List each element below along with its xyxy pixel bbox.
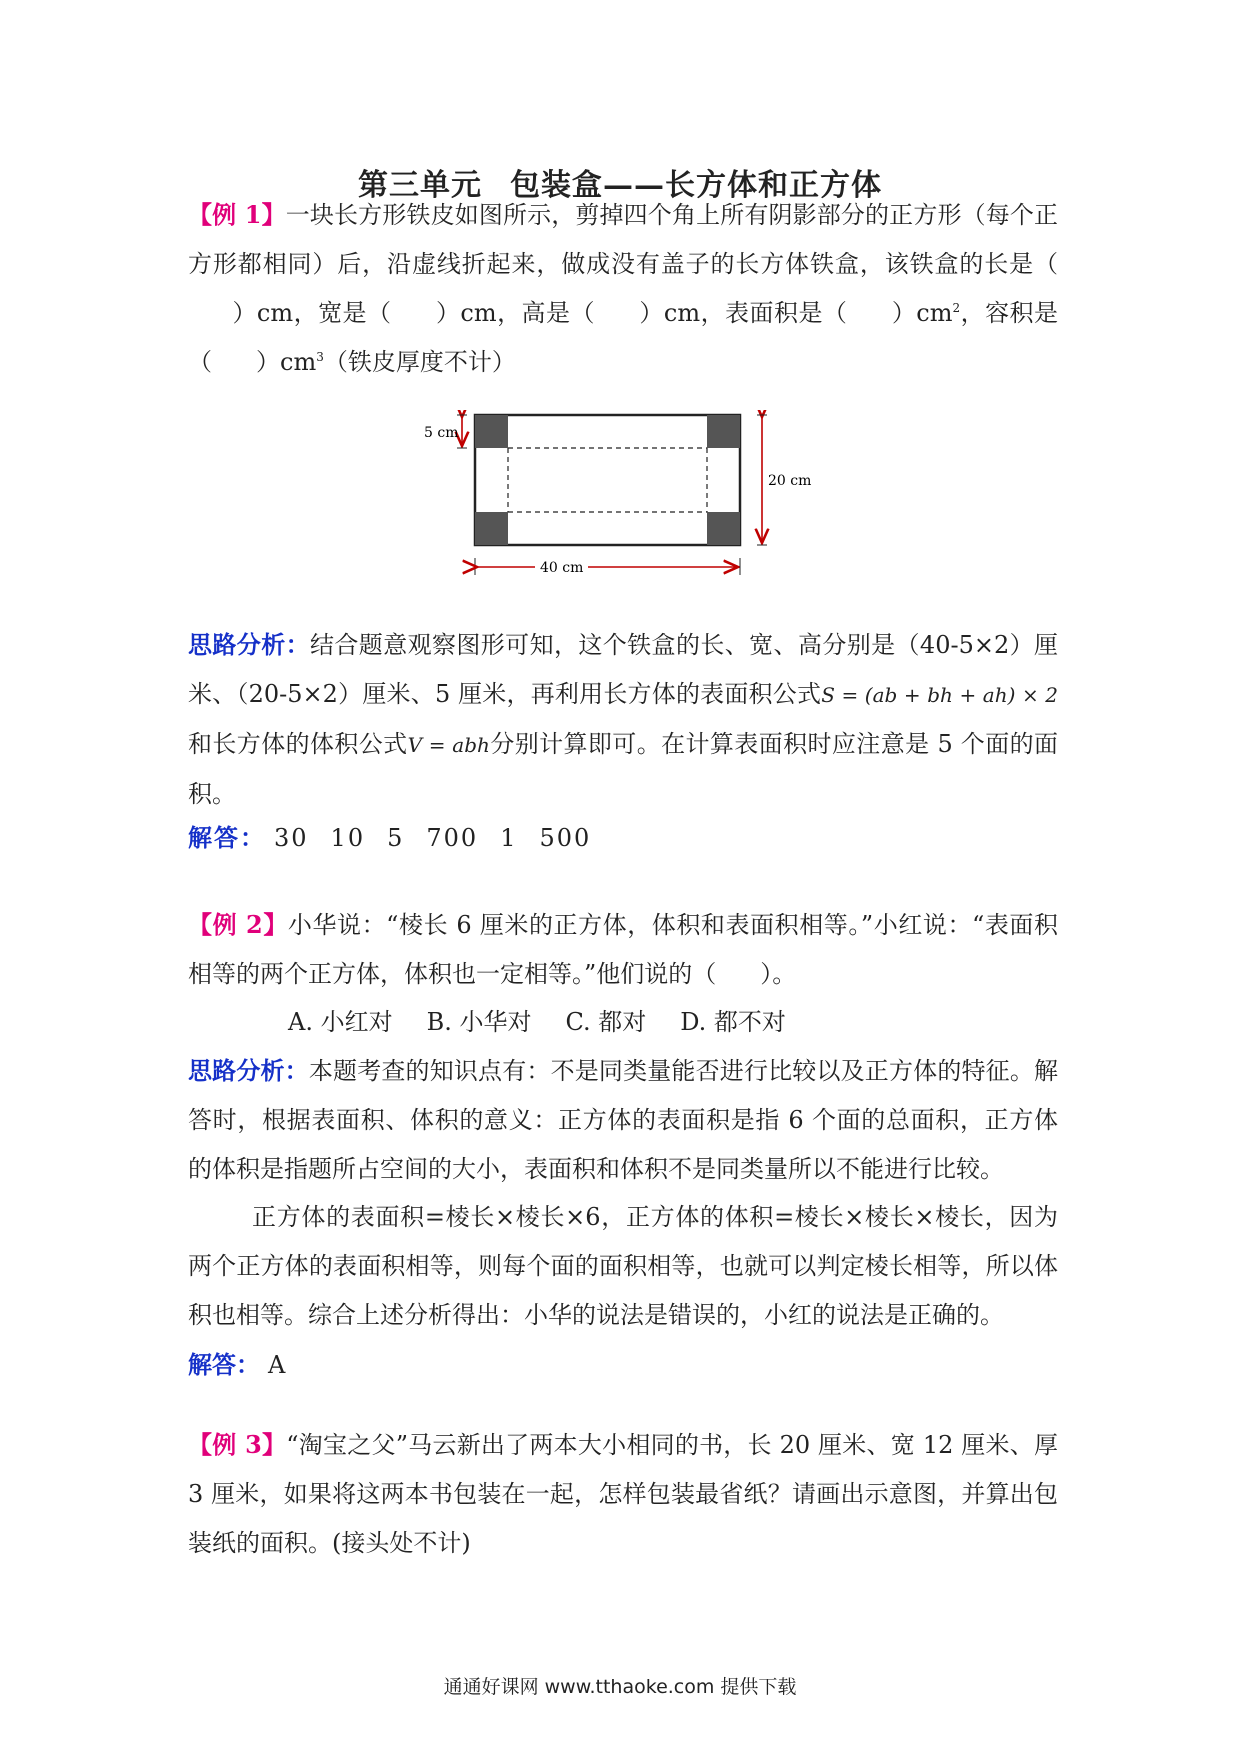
analysis-label: 思路分析： (188, 630, 310, 659)
example-2-analysis: 思路分析：本题考查的知识点有：不是同类量能否进行比较以及正方体的特征。解答时，根据表面积、体积的意义：正方体的表面积是指 6 个面的总面积，正方体的体积是指题所占空间的大小，表面积和体积不是同类量所以不能进行比较。 (188, 1056, 1058, 1183)
example-2-tag: 【例 2】 (188, 910, 288, 939)
corner-square (475, 415, 508, 448)
page-footer: 通通好课网 www.tthaoke.com 提供下载 (443, 1676, 797, 1698)
sheet-diagram (410, 410, 830, 614)
label-40cm: 40 cm (540, 560, 584, 576)
corner-square (475, 512, 508, 545)
example-1-tag: 【例 1】 (188, 200, 286, 229)
analysis-label: 思路分析： (188, 1056, 309, 1085)
corner-square (707, 512, 740, 545)
corner-square (707, 415, 740, 448)
example-3-tag: 【例 3】 (188, 1430, 287, 1459)
example-2-question: 【例 2】小华说：“棱长 6 厘米的正方体，体积和表面积相等。”小红说：“表面积相等的两个正方体，体积也一定相等。”他们说的（ ）。 (188, 910, 1058, 988)
example-3-question: 【例 3】“淘宝之父”马云新出了两本大小相同的书，长 20 厘米、宽 12 厘米、厚 3 厘米，如果将这两本书包装在一起，怎样包装最省纸？请画出示意图，并算出包装纸的面积。(接头处不计) (188, 1430, 1058, 1557)
example-1-answer: 解答： 30 10 5 700 1 500 (188, 823, 592, 852)
sheet-outline (475, 415, 740, 545)
volume-formula: V = abh (407, 733, 490, 757)
example-2-options: A. 小红对 B. 小华对 C. 都对 D. 都不对 (288, 1008, 786, 1036)
page-title: 第三单元 包装盒——长方体和正方体 (358, 168, 882, 203)
example-2-answer: 解答： A (188, 1350, 286, 1379)
label-20cm: 20 cm (768, 473, 812, 489)
example-1-question: 【例 1】一块长方形铁皮如图所示，剪掉四个角上所有阴影部分的正方形（每个正方形都相同）后，沿虚线折起来，做成没有盖子的长方体铁盒，该铁盒的长是（）cm，宽是（ ）cm，高是（ ）cm，表面积是（ ）$cm^2$，容积是（ ）$cm^3$（铁皮厚度不计） (188, 200, 1059, 376)
example-1-analysis: 思路分析：结合题意观察图形可知，这个铁盒的长、宽、高分别是（40-5×2）厘米、（20-5×2）厘米、5 厘米，再利用长方体的表面积公式S = (ab + bh + ah) × 2和长方体的体积公式V = abh分别计算即可。在计算表面积时应注意是 5 个面的面积。 (188, 630, 1059, 808)
example-2-analysis-cont: 正方体的表面积=棱长×棱长×6，正方体的体积=棱长×棱长×棱长，因为两个正方体的表面积相等，则每个面的面积相等，也就可以判定棱长相等，所以体积也相等。综合上述分析得出：小华的说法是错误的，小红的说法是正确的。 (188, 1203, 1058, 1329)
label-5cm: 5 cm (424, 425, 459, 441)
fold-lines (508, 448, 707, 512)
surface-area-formula: S = (ab + bh + ah) × 2 (821, 683, 1058, 707)
